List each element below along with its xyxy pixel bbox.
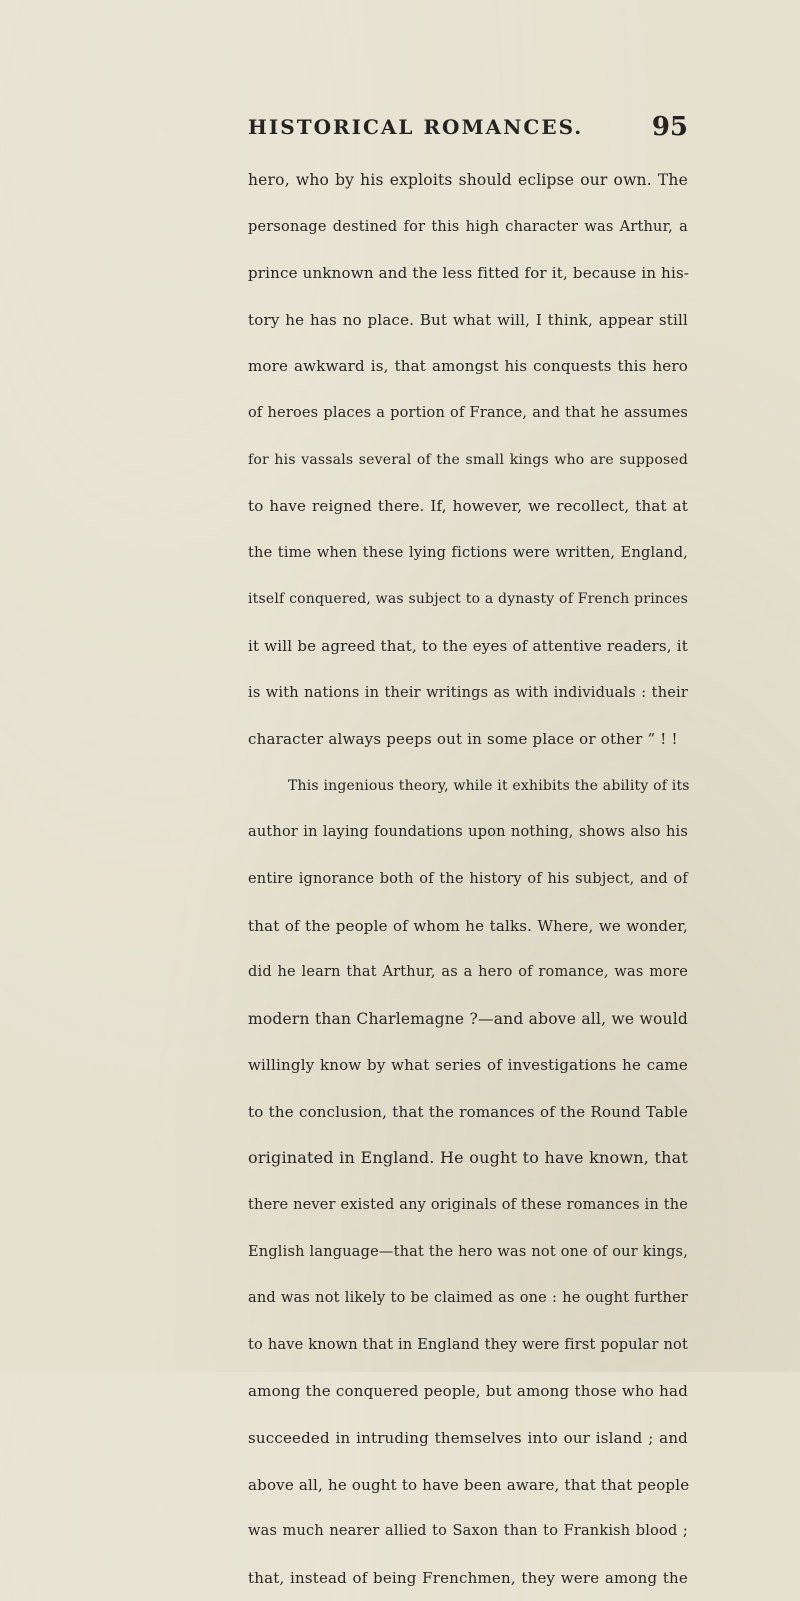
text-line: it will be agreed that, to the eyes of attentive readers, it (248, 636, 688, 655)
text-line: that of the people of whom he talks. Where, we wonder, (248, 916, 688, 935)
text-line: of heroes places a portion of France, and that he assumes (248, 404, 688, 421)
text-line: that, instead of being Frenchmen, they were among the (248, 1568, 688, 1587)
text-line: modern than Charlemagne ?—and above all, we would (248, 1009, 688, 1028)
text-line: originated in England. He ought to have known, that (248, 1148, 688, 1168)
paragraph-2 (248, 763, 688, 1601)
text-line: personage destined for this high character was Arthur, a (248, 218, 688, 235)
text-line: is with nations in their writings as with individuals : their (248, 684, 688, 701)
text-line: English language—that the hero was not one of our kings, (248, 1243, 688, 1260)
text-line: to the conclusion, that the romances of the Round Table (248, 1102, 688, 1121)
text-line: more awkward is, that amongst his conquests this hero (248, 357, 688, 376)
text-line: willingly know by what series of investigations he came (248, 1056, 688, 1075)
text-line: was much nearer allied to Saxon than to Frankish blood ; (248, 1523, 688, 1540)
page-number: 95 (651, 112, 688, 142)
text-line: there never existed any originals of these romances in the (248, 1197, 689, 1214)
text-line: to have known that in England they were first popular not (248, 1336, 688, 1353)
body-text (248, 157, 688, 1601)
text-line: succeeded in intruding themselves into our island ; and (248, 1429, 688, 1448)
text-line: tory he has no place. But what will, I think, appear still (248, 310, 688, 329)
text-line: above all, he ought to have been aware, that that people (248, 1475, 690, 1494)
running-title: HISTORICAL ROMANCES. (248, 115, 584, 139)
text-line: for his vassals several of the small kings who are supposed (248, 451, 688, 468)
text-line: entire ignorance both of the history of his subject, and of (248, 870, 688, 887)
text-line: author in laying foundations upon nothing, shows also his (248, 824, 688, 841)
running-head (248, 107, 688, 147)
text-line: to have reigned there. If, however, we recollect, that at (248, 497, 688, 516)
text-line: did he learn that Arthur, as a hero of romance, was more (248, 964, 688, 981)
text-line: itself conquered, was subject to a dynasty of French princes (248, 591, 688, 608)
text-line: This ingenious theory, while it exhibits the ability of its (288, 777, 690, 794)
text-line: hero, who by his exploits should eclipse our own. The (248, 171, 688, 189)
paragraph-1 (248, 157, 688, 763)
text-line: among the conquered people, but among those who had (248, 1382, 688, 1401)
text-line: character always peeps out in some place or other ” ! ! (248, 730, 678, 749)
text-line: and was not likely to be claimed as one : he ought further (248, 1290, 688, 1307)
text-line: the time when these lying fictions were written, England, (248, 544, 688, 561)
text-line: prince unknown and the less fitted for it, because in his- (248, 264, 690, 283)
